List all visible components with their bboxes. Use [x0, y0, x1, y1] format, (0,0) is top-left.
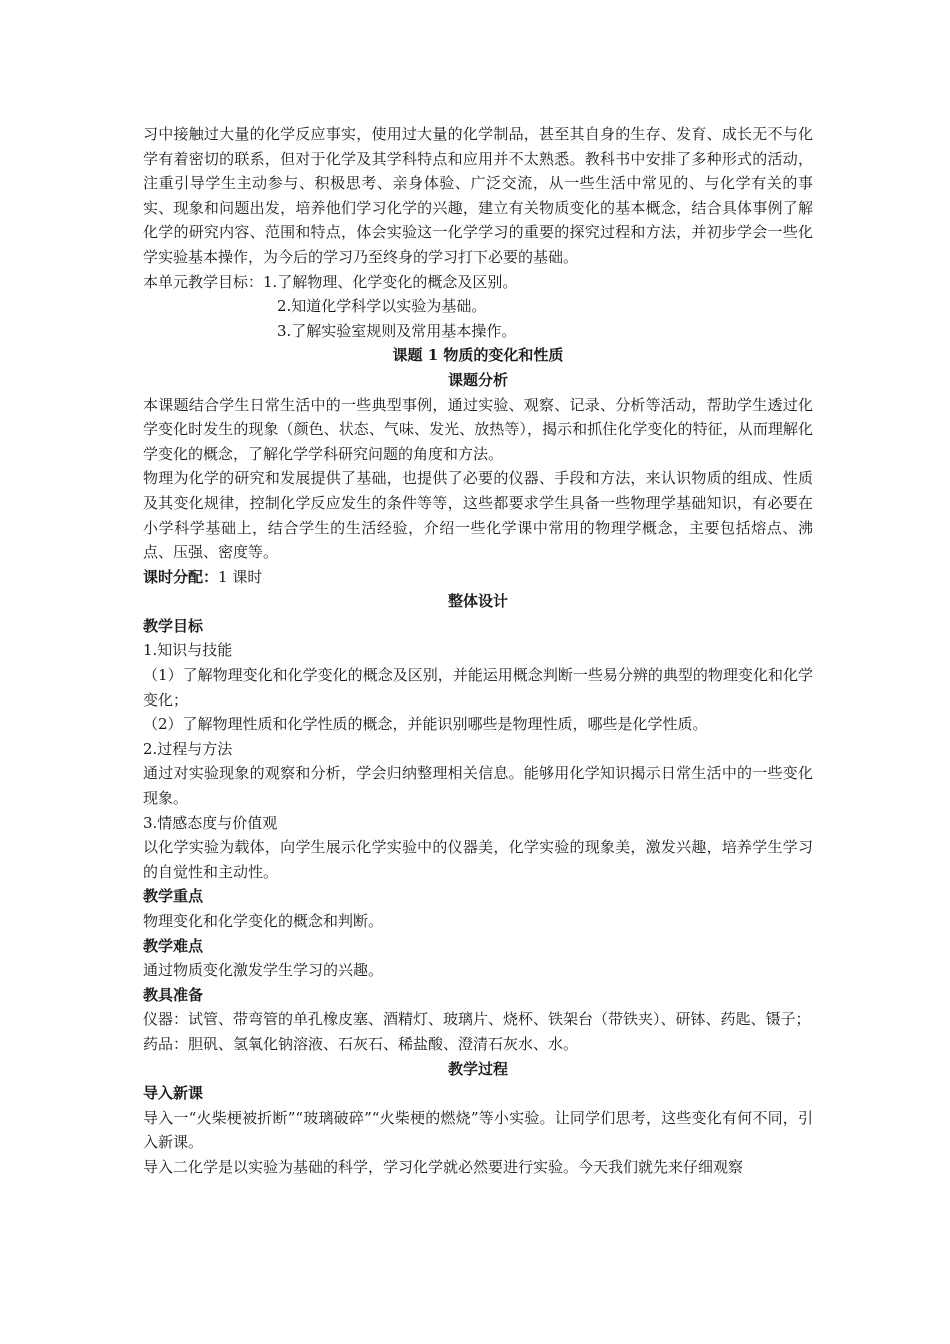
- difficulty-text: 通过物质变化激发学生学习的兴趣。: [143, 961, 384, 980]
- emotion-heading: 3.情感态度与价值观: [143, 813, 278, 832]
- document-page: [143, 122, 813, 1180]
- knowledge-item: （2）了解物理性质和化学性质的概念，并能识别哪些是物理性质，哪些是化学性质。: [143, 715, 708, 734]
- lesson-title: 课题 1 物质的变化和性质: [392, 346, 564, 365]
- unit-goals: [143, 270, 813, 295]
- intro-paragraph: 习中接触过大量的化学反应事实，使用过大量的化学制品，甚至其自身的生存、发育、成长无不与化学有着密切的联系，但对于化学及其学科特点和应用并不太熟悉。教科书中安排了多种形式的活动，注重引导学生主动参与、积极思考、亲身体验、广泛交流，从一些生活中常见的、与化学有关的事实、现象和问题出发，培养他们学习化学的兴趣，建立有关物质变化的基本概念，结合具体事例了解化学的研究内容、范围和特点，体会实验这一化学学习的重要的探究过程和方法，并初步学会一些化学实验基本操作，为今后的学习乃至终身的学习打下必要的基础。: [143, 125, 813, 266]
- process-method-heading: 2.过程与方法: [143, 739, 233, 758]
- analysis-paragraph: 本课题结合学生日常生活中的一些典型事例，通过实验、观察、记录、分析等活动，帮助学生透过化学变化时发生的现象（颜色、状态、气味、发光、放热等），揭示和抓住化学变化的特征，从而理解化学变化的概念，了解化学学科研究问题的角度和方法。: [143, 395, 813, 463]
- emotion-text: 以化学实验为载体，向学生展示化学实验中的仪器美，化学实验的现象美，激发兴趣，培养学生学习的自觉性和主动性。: [143, 838, 813, 881]
- instruments-text: 仪器：试管、带弯管的单孔橡皮塞、酒精灯、玻璃片、烧杯、铁架台（带铁夹）、研钵、药匙、镊子；: [143, 1010, 811, 1029]
- intro-two-text: 导入二化学是以实验为基础的科学，学习化学就必然要进行实验。今天我们就先来仔细观察: [143, 1157, 744, 1176]
- hours-value: 1 课时: [218, 567, 263, 586]
- hours-line: [143, 565, 813, 590]
- reagents-text: 药品：胆矾、氢氧化钠溶液、石灰石、稀盐酸、澄清石灰水、水。: [143, 1034, 579, 1053]
- process-method-text: 通过对实验现象的观察和分析，学会归纳整理相关信息。能够用化学知识揭示日常生活中的一些变化现象。: [143, 764, 813, 808]
- objectives-heading: 教学目标: [143, 616, 204, 635]
- analysis-heading: 课题分析: [447, 370, 508, 389]
- design-heading: 整体设计: [447, 592, 508, 611]
- materials-heading: 教具准备: [143, 985, 204, 1004]
- unit-goals-label: 本单元教学目标：: [143, 272, 264, 291]
- hours-label: 课时分配：: [143, 567, 219, 586]
- unit-goal-item: 3.了解实验室规则及常用基本操作。: [277, 321, 517, 340]
- knowledge-item: （1）了解物理变化和化学变化的概念及区别，并能运用概念判断一些易分辨的典型的物理变化和化学变化；: [143, 666, 813, 709]
- intro-lesson-heading: 导入新课: [143, 1084, 204, 1103]
- teaching-process-heading: 教学过程: [447, 1059, 508, 1078]
- knowledge-heading: 1.知识与技能: [143, 641, 233, 660]
- key-points-text: 物理变化和化学变化的概念和判断。: [143, 912, 384, 930]
- intro-one-text: 导入一“火柴梗被折断”“玻璃破碎”“火柴梗的燃烧”等小实验。让同学们思考，这些变化有何不同，引入新课。: [143, 1108, 813, 1152]
- difficulty-heading: 教学难点: [143, 936, 204, 955]
- unit-goal-item: 1.了解物理、化学变化的概念及区别。: [263, 272, 518, 291]
- unit-goal-item: 2.知道化学科学以实验为基础。: [277, 297, 487, 316]
- analysis-paragraph: 物理为化学的研究和发展提供了基础，也提供了必要的仪器、手段和方法，来认识物质的组成、性质及其变化规律，控制化学反应发生的条件等等，这些都要求学生具备一些物理学基础知识，有必要在小学科学基础上，结合学生的生活经验，介绍一些化学课中常用的物理学概念，主要包括熔点、沸点、压强、密度等。: [143, 469, 813, 562]
- key-points-heading: 教学重点: [143, 887, 204, 906]
